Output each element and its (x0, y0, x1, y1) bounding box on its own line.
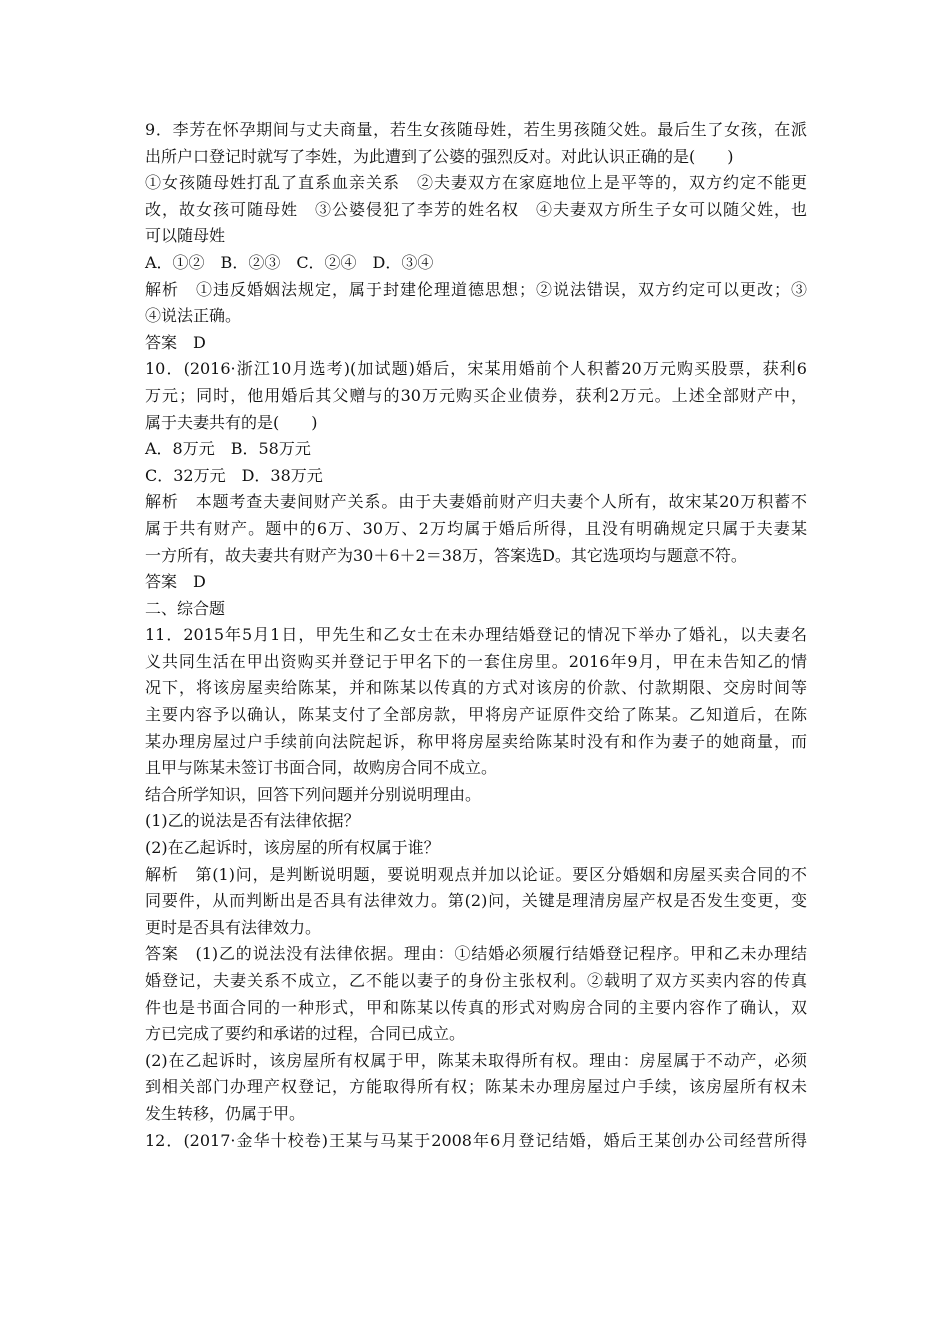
text-line: 答案 (1)乙的说法没有法律依据。理由：①结婚必须履行结婚登记程序。甲和乙未办理结 (145, 944, 807, 964)
text-line: 万元；同时，他用婚后其父赠与的30万元购买企业债券，获利2万元。上述全部财产中， (145, 385, 807, 405)
text-line: 发生转移，仍属于甲。 (145, 1103, 306, 1123)
text-line: 方已完成了要约和承诺的过程，合同已成立。 (145, 1024, 466, 1044)
document-body (145, 117, 807, 1154)
text-line: 11．2015年5月1日，甲先生和乙女士在未办理结婚登记的情况下举办了婚礼，以夫妻名 (145, 625, 807, 645)
text-line: 10．(2016·浙江10月选考)(加试题)婚后，宋某用婚前个人积蓄20万元购买股票，获利6 (145, 359, 807, 379)
text-line: 一方所有，故夫妻共有财产为30＋6＋2＝38万，答案选D。其它选项均与题意不符。 (145, 545, 747, 565)
text-line: 结合所学知识，回答下列问题并分别说明理由。 (145, 784, 482, 804)
text-line: 可以随母姓 (145, 226, 226, 246)
text-line: 9．李芳在怀孕期间与丈夫商量，若生女孩随母姓，若生男孩随父姓。最后生了女孩，在派 (145, 120, 807, 139)
text-line: A．①② B．②③ C．②④ D．③④ (145, 252, 434, 272)
text-line: 主要内容予以确认，陈某支付了全部房款，甲将房产证原件交给了陈某。乙知道后，在陈 (145, 705, 807, 725)
text-line: 婚登记，夫妻关系不成立，乙不能以妻子的身份主张权利。②载明了双方买卖内容的传真 (145, 971, 807, 990)
text-line: 出所户口登记时就写了李姓，为此遭到了公婆的强烈反对。对此认识正确的是( ) (145, 146, 734, 166)
text-line: ①女孩随母姓打乱了直系血亲关系 ②夫妻双方在家庭地位上是平等的，双方约定不能更 (145, 173, 807, 193)
text-line: 况下，将该房屋卖给陈某，并和陈某以传真的方式对该房的价款、付款期限、交房时间等 (145, 678, 807, 698)
text-line: 答案 D (145, 572, 206, 592)
text-line: 同要件，从而判断出是否具有法律效力。第(2)问，关键是理清房屋产权是否发生变更，变 (145, 891, 807, 911)
text-line: 改，故女孩可随母姓 ③公婆侵犯了李芳的姓名权 ④夫妻双方所生子女可以随父姓，也 (145, 199, 807, 219)
text-line: 12．(2017·金华十校卷)王某与马某于2008年6月登记结婚，婚后王某创办公司经营所得 (145, 1130, 807, 1150)
text-line: ④说法正确。 (145, 306, 242, 326)
text-line: 二、综合题 (145, 598, 226, 618)
text-line: 解析 ①违反婚姻法规定，属于封建伦理道德思想；②说法错误，双方约定可以更改；③ (145, 279, 807, 299)
text-line: 属于共有财产。题中的6万、30万、2万均属于婚后所得，且没有明确规定只属于夫妻某 (145, 518, 807, 538)
text-line: A．8万元 B．58万元 (145, 439, 311, 459)
text-line: (1)乙的说法是否有法律依据？ (145, 811, 360, 831)
text-line: 件也是书面合同的一种形式，甲和陈某以传真的形式对购房合同的主要内容作了确认，双 (145, 997, 807, 1017)
text-line: 到相关部门办理产权登记，方能取得所有权；陈某未办理房屋过户手续，该房屋所有权未 (145, 1077, 807, 1097)
text-line: 解析 第(1)问，是判断说明题，要说明观点并加以论证。要区分婚姻和房屋买卖合同的不 (145, 864, 807, 884)
text-line: 更时是否具有法律效力。 (145, 917, 322, 937)
text-line: 且甲与陈某未签订书面合同，故购房合同不成立。 (145, 758, 498, 778)
text-line: C．32万元 D．38万元 (145, 465, 323, 485)
text-line: 答案 D (145, 332, 206, 352)
text-line: 属于夫妻共有的是( ) (145, 412, 318, 432)
text-line: 解析 本题考查夫妻间财产关系。由于夫妻婚前财产归夫妻个人所有，故宋某20万积蓄不 (145, 492, 807, 512)
text-line: (2)在乙起诉时，该房屋所有权属于甲，陈某未取得所有权。理由：房屋属于不动产，必须 (145, 1050, 807, 1070)
text-line: 义共同生活在甲出资购买并登记于甲名下的一套住房里。2016年9月，甲在未告知乙的情 (145, 651, 807, 671)
text-line: 某办理房屋过户手续前向法院起诉，称甲将房屋卖给陈某时没有和作为妻子的她商量，而 (145, 731, 807, 751)
text-line: (2)在乙起诉时，该房屋的所有权属于谁？ (145, 838, 440, 858)
